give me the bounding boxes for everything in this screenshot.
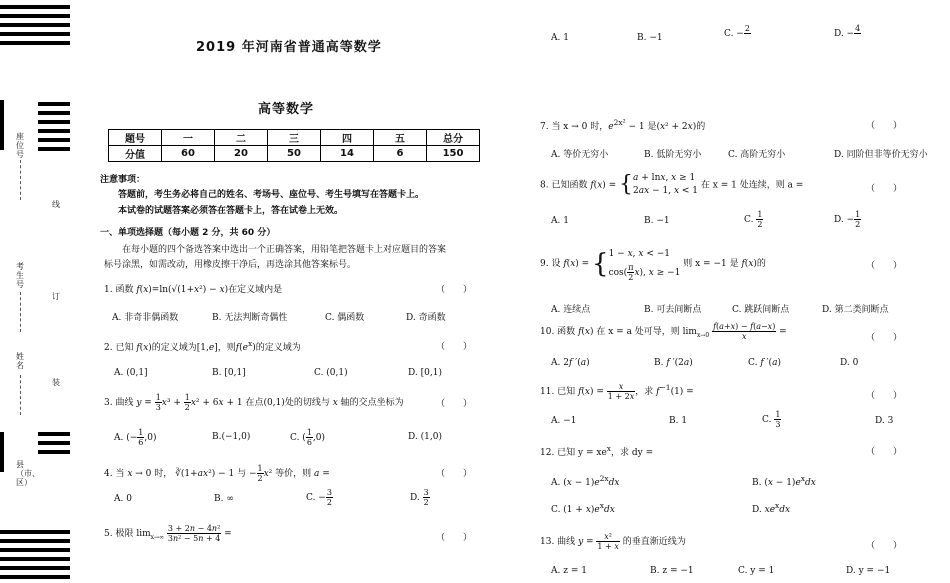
option[interactable]: B. 低阶无穷小	[644, 150, 702, 160]
option[interactable]: A. −1	[551, 416, 577, 426]
table-cell: 题号	[109, 130, 162, 146]
option[interactable]: C. 偶函数	[325, 313, 365, 323]
table-cell: 14	[321, 146, 374, 162]
option[interactable]: C. y = 1	[738, 566, 775, 576]
option[interactable]: B. −1	[644, 216, 670, 226]
question-5-stem: 5. 极限 $\lim_{x\to\infty}$ $\frac{\text{3 + 2n − 4n²}}{\text{3n² − 5n + 4}}$ =	[104, 524, 232, 543]
option[interactable]: B. z = −1	[650, 566, 694, 576]
option[interactable]: B. [0,1]	[212, 368, 246, 378]
answer-blank[interactable]: （ ）	[436, 533, 473, 543]
binding-char-zhuang: 装	[52, 378, 60, 387]
table-cell: 60	[162, 146, 215, 162]
binding-char-line: 线	[52, 200, 60, 209]
question-4-stem: 4. 当 x → 0 时， ∛(1+ax²) − 1 与 − $\frac{1}{2}$ x² 等价，则 a =	[104, 464, 330, 483]
answer-blank[interactable]: （ ）	[436, 285, 473, 295]
seat-label: 座位号	[16, 132, 24, 159]
answer-blank[interactable]: （ ）	[436, 469, 473, 479]
answer-blank[interactable]: （ ）	[866, 447, 903, 457]
option[interactable]: B. 1	[669, 416, 688, 426]
option[interactable]: B.(−1,0)	[212, 432, 251, 442]
option[interactable]: D. 0	[840, 358, 859, 368]
option[interactable]: B. 无法判断奇偶性	[212, 313, 288, 323]
table-cell: 四	[321, 130, 374, 146]
notice-line1: 答题前，考生务必将自己的姓名、考场号、座位号、考生号填写在答题卡上。	[118, 190, 425, 200]
answer-blank[interactable]: （ ）	[866, 391, 903, 401]
option[interactable]: C. − $\frac{3}{2}$	[306, 488, 332, 507]
table-cell: 二	[215, 130, 268, 146]
table-cell: 150	[427, 146, 480, 162]
option[interactable]: A. 1	[551, 33, 569, 43]
option[interactable]: D. [0,1)	[408, 368, 442, 378]
option[interactable]: C. $\frac{1}{2}$	[744, 210, 763, 229]
section1-title: 一、单项选择题（每小题 2 分，共 60 分）	[100, 228, 276, 238]
answer-blank[interactable]: （ ）	[866, 541, 903, 551]
subject-title: 高等数学	[258, 102, 315, 117]
table-cell: 三	[268, 130, 321, 146]
option[interactable]: D. $xe^xdx$	[752, 501, 791, 515]
option[interactable]: D. (1,0)	[408, 432, 442, 442]
exam-no-label: 考生号	[16, 262, 24, 289]
question-8-stem: 8. 已知函数 f(x) = {a + lnx, x ≥ 1 2ax − 1, x < 1 在 x = 1 处连续，则 a =	[540, 172, 804, 197]
question-10-stem: 10. 函数 f(x) 在 x = a 处可导，则 $\lim_{x\to 0}$ $\frac{f(a+x) - f(a-x)}{x}$ =	[540, 322, 787, 341]
binding-char-ding: 订	[52, 292, 60, 301]
option[interactable]: A. 等价无穷小	[551, 150, 609, 160]
option[interactable]: D. 3	[875, 416, 894, 426]
option[interactable]: D. − 4	[834, 24, 861, 39]
option[interactable]: D. 同阶但非等价无穷小	[834, 150, 928, 160]
option[interactable]: D. 第二类间断点	[822, 305, 889, 315]
option[interactable]: C. 高阶无穷小	[728, 150, 786, 160]
option[interactable]: D. $\frac{3}{2}$	[410, 488, 429, 507]
question-12-stem: 12. 已知 $y = xe^x$，求 dy =	[540, 444, 654, 458]
option[interactable]: B. 可去间断点	[644, 305, 702, 315]
question-1-stem: 1. 函数 f(x)=ln(√(1+x²) − x)在定义域内是	[104, 285, 283, 295]
table-cell: 50	[268, 146, 321, 162]
section1-instr1: 在每小题的四个备选答案中选出一个正确答案，用铅笔把答题卡上对应题目的答案	[122, 245, 447, 255]
option[interactable]: C. f ′(a)	[748, 358, 781, 368]
option[interactable]: B. −1	[637, 33, 663, 43]
option[interactable]: B. f ′(2a)	[654, 358, 693, 368]
answer-blank[interactable]: （ ）	[436, 342, 473, 352]
answer-blank[interactable]: （ ）	[866, 184, 903, 194]
option[interactable]: D. y = −1	[846, 566, 891, 576]
section1-instr2: 标号涂黑，如需改动，用橡皮擦干净后，再选涂其他答案标号。	[104, 260, 357, 270]
option[interactable]: C. $\frac{1}{3}$	[762, 410, 781, 429]
option[interactable]: A. z = 1	[551, 566, 587, 576]
option[interactable]: A. 1	[551, 216, 569, 226]
answer-blank[interactable]: （ ）	[866, 333, 903, 343]
option[interactable]: A. 2f ′(a)	[551, 358, 590, 368]
option[interactable]: A. 非奇非偶函数	[112, 313, 179, 323]
option[interactable]: D. 奇函数	[406, 313, 446, 323]
table-cell: 分值	[109, 146, 162, 162]
score-table	[108, 129, 480, 162]
option[interactable]: A. (0,1]	[114, 368, 148, 378]
table-cell: 总分	[427, 130, 480, 146]
option[interactable]: B. $(x - 1)e^xdx$	[752, 474, 816, 488]
notice-line2: 本试卷的试题答案必须答在答题卡上，答在试卷上无效。	[118, 206, 344, 216]
question-3-stem: 3. 曲线 y = $\frac{1}{3}$ x³ + $\frac{1}{2}$ x² + 6x + 1 在点(0,1)处的切线与 x 轴的交点坐标为	[104, 393, 404, 412]
answer-blank[interactable]: （ ）	[866, 261, 903, 271]
name-label: 姓名	[16, 352, 24, 370]
answer-blank[interactable]: （ ）	[866, 121, 903, 131]
option[interactable]: A. 连续点	[551, 305, 591, 315]
county-label: 县（市、区）	[16, 460, 40, 487]
score-table-header-row	[109, 130, 480, 146]
question-2-stem: 2. 已知 f(x)的定义域为[1,e]，则$f(e^x)$的定义域为	[104, 339, 301, 353]
table-cell: 6	[374, 146, 427, 162]
answer-blank[interactable]: （ ）	[436, 399, 473, 409]
option[interactable]: A. $(x - 1)e^{2x}dx$	[551, 474, 620, 488]
binding-left-bar-2	[0, 432, 4, 472]
score-table-value-row	[109, 146, 480, 162]
option[interactable]: A. 0	[114, 494, 132, 504]
table-cell: 20	[215, 146, 268, 162]
table-cell: 五	[374, 130, 427, 146]
binding-left-bar	[0, 100, 4, 150]
question-11-stem: 11. 已知 f(x) = $\frac{x}{1 + 2x}$ ，求 $f^{-1}(1)$ =	[540, 382, 694, 401]
exam-title: 2019 年河南省普通高等数学	[196, 40, 382, 55]
question-7-stem: 7. 当 x → 0 时，$e^{2x^2} - 1$ 是(x² + 2x)的	[540, 118, 706, 132]
table-cell: 一	[162, 130, 215, 146]
question-9-stem: 9. 设 f(x) = {1 − x, x < −1 cos( $\frac{\pi}{2}$ x), x ≥ −1 则 x = −1 是 f(x)的	[540, 248, 766, 282]
option[interactable]: C. − 2	[724, 24, 750, 39]
option[interactable]: C. $(1 + x)e^xdx$	[551, 501, 615, 515]
option[interactable]: C. 跳跃间断点	[732, 305, 790, 315]
option[interactable]: C. (0,1)	[314, 368, 348, 378]
notice-title: 注意事项：	[100, 175, 146, 185]
question-13-stem: 13. 曲线 y = $\frac{\text{x²}}{1 + x}$ 的垂直渐近线为	[540, 532, 686, 551]
option[interactable]: B. ∞	[214, 494, 234, 504]
option[interactable]: D. − $\frac{1}{2}$	[834, 210, 861, 229]
option[interactable]: C. ( $\frac{1}{6}$ ,0)	[290, 428, 326, 447]
option[interactable]: A. (− $\frac{1}{6}$ ,0)	[114, 428, 157, 447]
